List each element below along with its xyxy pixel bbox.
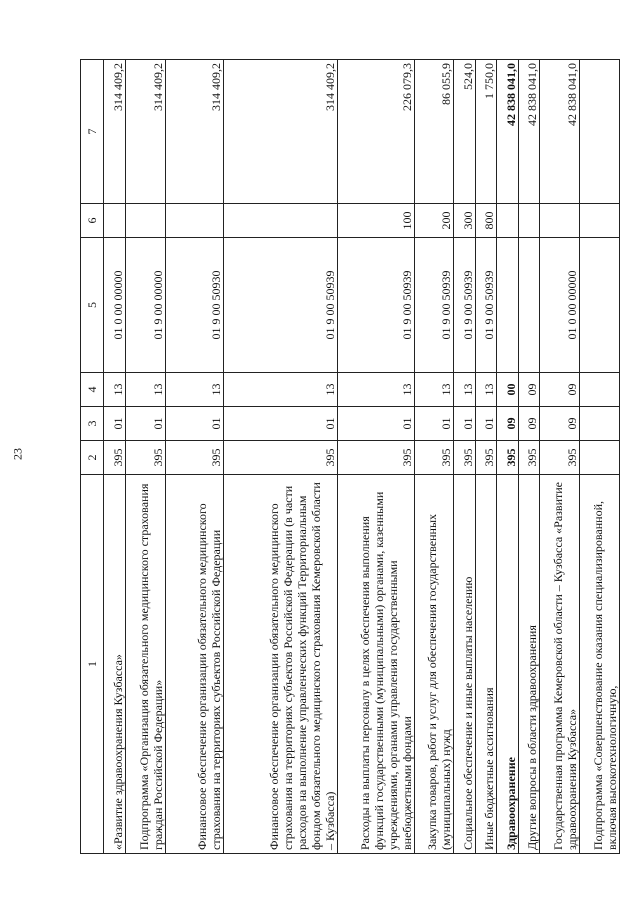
section-cell: 09 xyxy=(519,407,540,441)
expense-type-cell: 300 xyxy=(454,204,475,238)
code-admin-cell: 395 xyxy=(475,441,496,475)
amount-cell: 42 838 041,0 xyxy=(496,60,519,204)
amount-cell: 314 409,2 xyxy=(126,60,166,204)
row-name-cell: Другие вопросы в области здравоохранения xyxy=(519,475,540,854)
expense-type-cell xyxy=(223,204,337,238)
row-name-cell: Финансовое обеспечение организации обязательного медицинского страхования на территориях субъектов Российской Федерации (в части расходов на выполнение управленческих функций Территориальным фондом обязательного медицинского страхования Кемеровской области – Кузбасса) xyxy=(223,475,337,854)
target-article-cell: 01 9 00 50930 xyxy=(165,238,223,373)
row-name-cell: Финансовое обеспечение организации обязательного медицинского страхования на территориях субъектов Российской Федерации xyxy=(165,475,223,854)
amount-cell: 1 750,0 xyxy=(475,60,496,204)
target-article-cell: 01 9 00 50939 xyxy=(475,238,496,373)
row-name-cell: Закупка товаров, работ и услуг для обеспечения государственных (муниципальных) нужд xyxy=(414,475,454,854)
table-row xyxy=(475,60,496,854)
code-admin-cell: 395 xyxy=(337,441,414,475)
amount-cell: 86 055,9 xyxy=(414,60,454,204)
expense-type-cell xyxy=(103,204,126,238)
amount-cell: 524,0 xyxy=(454,60,475,204)
section-cell: 01 xyxy=(126,407,166,441)
code-admin-cell: 395 xyxy=(454,441,475,475)
header-cell: 1 xyxy=(81,475,104,854)
section-cell: 01 xyxy=(475,407,496,441)
code-admin-cell: 395 xyxy=(126,441,166,475)
target-article-cell xyxy=(580,238,620,373)
code-admin-cell: 395 xyxy=(223,441,337,475)
amount-cell: 42 838 041,0 xyxy=(519,60,540,204)
expense-type-cell: 100 xyxy=(337,204,414,238)
table-row xyxy=(519,60,540,854)
table-row xyxy=(496,60,519,854)
subsection-cell: 13 xyxy=(414,373,454,407)
section-cell: 01 xyxy=(165,407,223,441)
target-article-cell: 01 9 00 00000 xyxy=(126,238,166,373)
row-name-cell: Подпрограмма «Организация обязательного медицинского страхования граждан Российской Федерации» xyxy=(126,475,166,854)
code-admin-cell: 395 xyxy=(414,441,454,475)
header-cell: 6 xyxy=(81,204,104,238)
subsection-cell: 13 xyxy=(165,373,223,407)
code-admin-cell: 395 xyxy=(496,441,519,475)
code-admin-cell: 395 xyxy=(103,441,126,475)
code-admin-cell: 395 xyxy=(165,441,223,475)
target-article-cell: 01 9 00 50939 xyxy=(223,238,337,373)
target-article-cell: 01 0 00 00000 xyxy=(103,238,126,373)
header-cell: 5 xyxy=(81,238,104,373)
subsection-cell: 13 xyxy=(223,373,337,407)
budget-table xyxy=(80,59,620,854)
section-cell: 01 xyxy=(414,407,454,441)
row-name-cell: Подпрограмма «Совершенствование оказания специализированной, включая высокотехнологичную, xyxy=(580,475,620,854)
expense-type-cell xyxy=(126,204,166,238)
row-name-cell: Расходы на выплаты персоналу в целях обеспечения выполнения функций государственными (муниципальными) органами, казенными учреждениями, органами управления государственными внебюджетными фондами xyxy=(337,475,414,854)
section-cell xyxy=(580,407,620,441)
header-cell: 3 xyxy=(81,407,104,441)
row-name-cell: «Развитие здравоохранения Кузбасса» xyxy=(103,475,126,854)
subsection-cell: 13 xyxy=(126,373,166,407)
subsection-cell: 00 xyxy=(496,373,519,407)
table-row xyxy=(414,60,454,854)
row-name-cell: Здравоохранение xyxy=(496,475,519,854)
section-cell: 01 xyxy=(223,407,337,441)
expense-type-cell xyxy=(580,204,620,238)
code-admin-cell: 395 xyxy=(540,441,580,475)
section-cell: 01 xyxy=(337,407,414,441)
table-row xyxy=(540,60,580,854)
target-article-cell: 01 9 00 50939 xyxy=(414,238,454,373)
section-cell: 01 xyxy=(454,407,475,441)
code-admin-cell xyxy=(580,441,620,475)
subsection-cell: 09 xyxy=(519,373,540,407)
row-name-cell: Иные бюджетные ассигнования xyxy=(475,475,496,854)
amount-cell xyxy=(580,60,620,204)
expense-type-cell: 200 xyxy=(414,204,454,238)
subsection-cell xyxy=(580,373,620,407)
amount-cell: 314 409,2 xyxy=(165,60,223,204)
table-row xyxy=(337,60,414,854)
section-cell: 09 xyxy=(496,407,519,441)
subsection-cell: 13 xyxy=(337,373,414,407)
target-article-cell: 01 9 00 50939 xyxy=(454,238,475,373)
subsection-cell: 09 xyxy=(540,373,580,407)
amount-cell: 314 409,2 xyxy=(103,60,126,204)
table-row xyxy=(223,60,337,854)
expense-type-cell xyxy=(496,204,519,238)
row-name-cell: Социальное обеспечение и иные выплаты населению xyxy=(454,475,475,854)
target-article-cell: 01 9 00 50939 xyxy=(337,238,414,373)
table-row xyxy=(103,60,126,854)
table-row xyxy=(580,60,620,854)
header-cell: 4 xyxy=(81,373,104,407)
subsection-cell: 13 xyxy=(454,373,475,407)
amount-cell: 42 838 041,0 xyxy=(540,60,580,204)
header-row xyxy=(81,60,104,854)
subsection-cell: 13 xyxy=(103,373,126,407)
expense-type-cell: 800 xyxy=(475,204,496,238)
subsection-cell: 13 xyxy=(475,373,496,407)
amount-cell: 314 409,2 xyxy=(223,60,337,204)
rotated-table-container xyxy=(80,60,620,854)
expense-type-cell xyxy=(519,204,540,238)
row-name-cell: Государственная программа Кемеровской области – Кузбасса «Развитие здравоохранения Кузбасса» xyxy=(540,475,580,854)
code-admin-cell: 395 xyxy=(519,441,540,475)
table-row xyxy=(454,60,475,854)
expense-type-cell xyxy=(540,204,580,238)
table-row xyxy=(165,60,223,854)
target-article-cell xyxy=(496,238,519,373)
section-cell: 01 xyxy=(103,407,126,441)
target-article-cell: 01 0 00 00000 xyxy=(540,238,580,373)
header-cell: 7 xyxy=(81,60,104,204)
amount-cell: 226 079,3 xyxy=(337,60,414,204)
header-cell: 2 xyxy=(81,441,104,475)
page-number: 23 xyxy=(10,448,25,460)
target-article-cell xyxy=(519,238,540,373)
table-row xyxy=(126,60,166,854)
section-cell: 09 xyxy=(540,407,580,441)
expense-type-cell xyxy=(165,204,223,238)
